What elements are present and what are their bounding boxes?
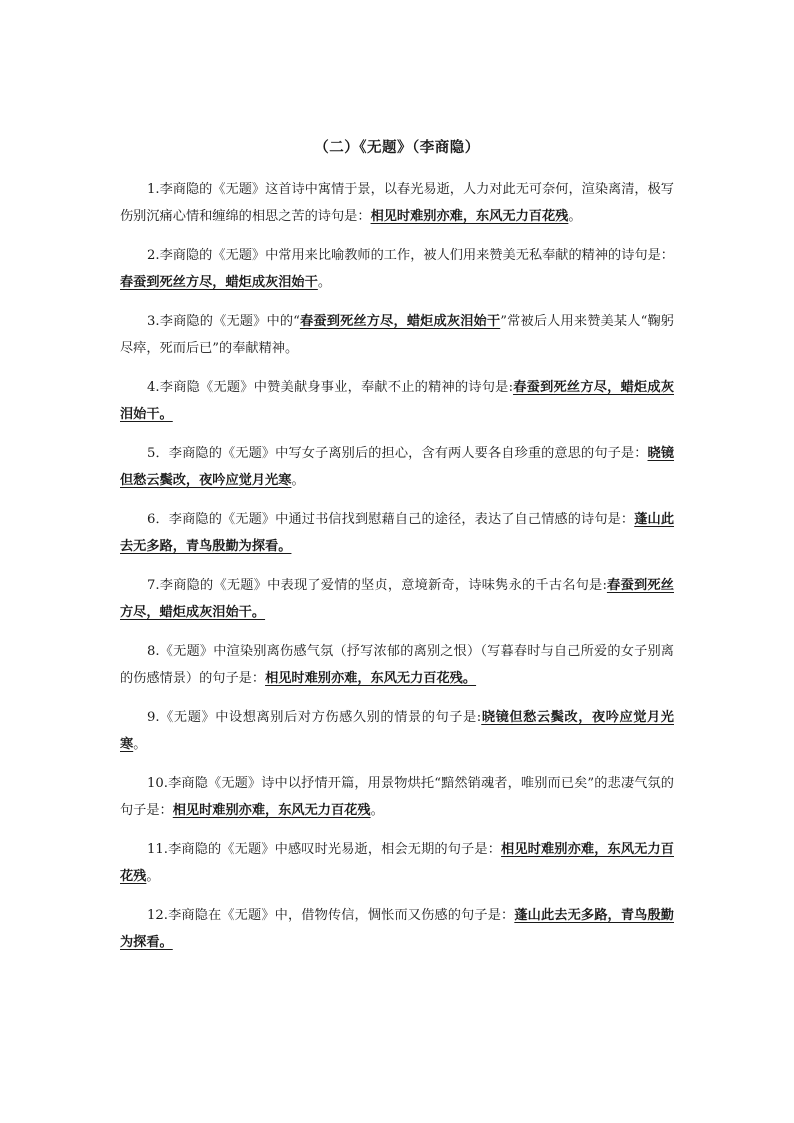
question-item-6 [120, 506, 674, 560]
answer-text: 春蚕到死丝方尽，蜡炬成灰泪始干。 [120, 380, 675, 422]
question-tail: 。 [146, 869, 160, 884]
answer-text: 春蚕到死丝方尽，蜡炬成灰泪始干。 [120, 578, 674, 620]
question-item-10 [120, 770, 674, 824]
answer-text: 相见时难别亦难，东风无力百花残。 [265, 671, 477, 686]
question-tail: ”常被后人用来赞美某人“鞠躬尽瘁，死而后已”的奉献精神。 [120, 314, 674, 356]
question-text: 3.李商隐的《无题》中的“ [147, 314, 300, 329]
question-tail: 。 [291, 473, 305, 488]
question-tail: 。 [317, 275, 331, 290]
question-text: 4.李商隐《无题》中赞美献身事业，奉献不止的精神的诗句是: [147, 380, 514, 395]
question-text: 11.李商隐的《无题》中感叹时光易逝，相会无期的句子是： [147, 842, 502, 857]
answer-text: 相见时难别亦难，东风无力百花残 [370, 209, 569, 224]
question-text: 5．李商隐的《无题》中写女子离别后的担心，含有两人要各自珍重的意思的句子是： [147, 446, 648, 461]
answer-text: 蓬山此去无多路，青鸟殷勤为探看。 [120, 512, 675, 554]
answer-text: 蓬山此去无多路，青鸟殷勤为探看。 [120, 908, 674, 950]
page-title: （二）《无题》（李商隐） [314, 140, 480, 156]
question-item-11 [120, 836, 674, 890]
answer-text: 相见时难别亦难，东风无力百花残 [172, 803, 371, 818]
question-text: 1.李商隐的《无题》这首诗中寓情于景，以春光易逝，人力对此无可奈何，渲染离清，极写伤别沉痛心情和缠绵的相思之苦的诗句是： [120, 182, 674, 224]
question-item-3 [120, 308, 674, 362]
question-text: 8.《无题》中渲染别离伤感气氛（抒写浓郁的离别之恨）（写暮春时与自己所爱的女子别离的伤感情景）的句子是： [120, 644, 674, 686]
question-text: 12.李商隐在《无题》中，借物传信，惆怅而又伤感的句子是： [147, 908, 515, 923]
question-text: 6．李商隐的《无题》中通过书信找到慰藉自己的途径，表达了自己情感的诗句是： [147, 512, 635, 527]
question-item-9 [120, 704, 674, 758]
question-tail: 。 [370, 803, 384, 818]
question-tail: 。 [133, 737, 147, 752]
answer-text: 相见时难别亦难，东风无力百花残 [120, 842, 674, 884]
question-item-7 [120, 572, 674, 626]
answer-text: 春蚕到死丝方尽，蜡炬成灰泪始干 [299, 314, 501, 329]
question-text: 7.李商隐的《无题》中表现了爱情的坚贞，意境新奇，诗味隽永的千古名句是: [147, 578, 607, 593]
question-item-12 [120, 902, 674, 956]
answer-text: 晓镜但愁云鬓改，夜吟应觉月光寒 [120, 446, 675, 488]
question-item-8 [120, 638, 674, 692]
question-text: 10.李商隐《无题》诗中以抒情开篇，用景物烘托“黯然销魂者，唯别而已矣”的悲凄气氛的句子是： [120, 776, 674, 818]
answer-text: 晓镜但愁云鬓改，夜吟应觉月光寒 [120, 710, 674, 752]
question-list [120, 176, 674, 968]
question-text: 9.《无题》中设想离别后对方伤感久别的情景的句子是: [147, 710, 482, 725]
question-item-4 [120, 374, 674, 428]
question-tail: 。 [568, 209, 582, 224]
question-text: 2.李商隐的《无题》中常用来比喻教师的工作，被人们用来赞美无私奉献的精神的诗句是： [147, 248, 674, 263]
question-item-2 [120, 242, 674, 296]
question-item-1 [120, 176, 674, 230]
answer-text: 春蚕到死丝方尽，蜡炬成灰泪始干 [120, 275, 318, 290]
question-item-5 [120, 440, 674, 494]
